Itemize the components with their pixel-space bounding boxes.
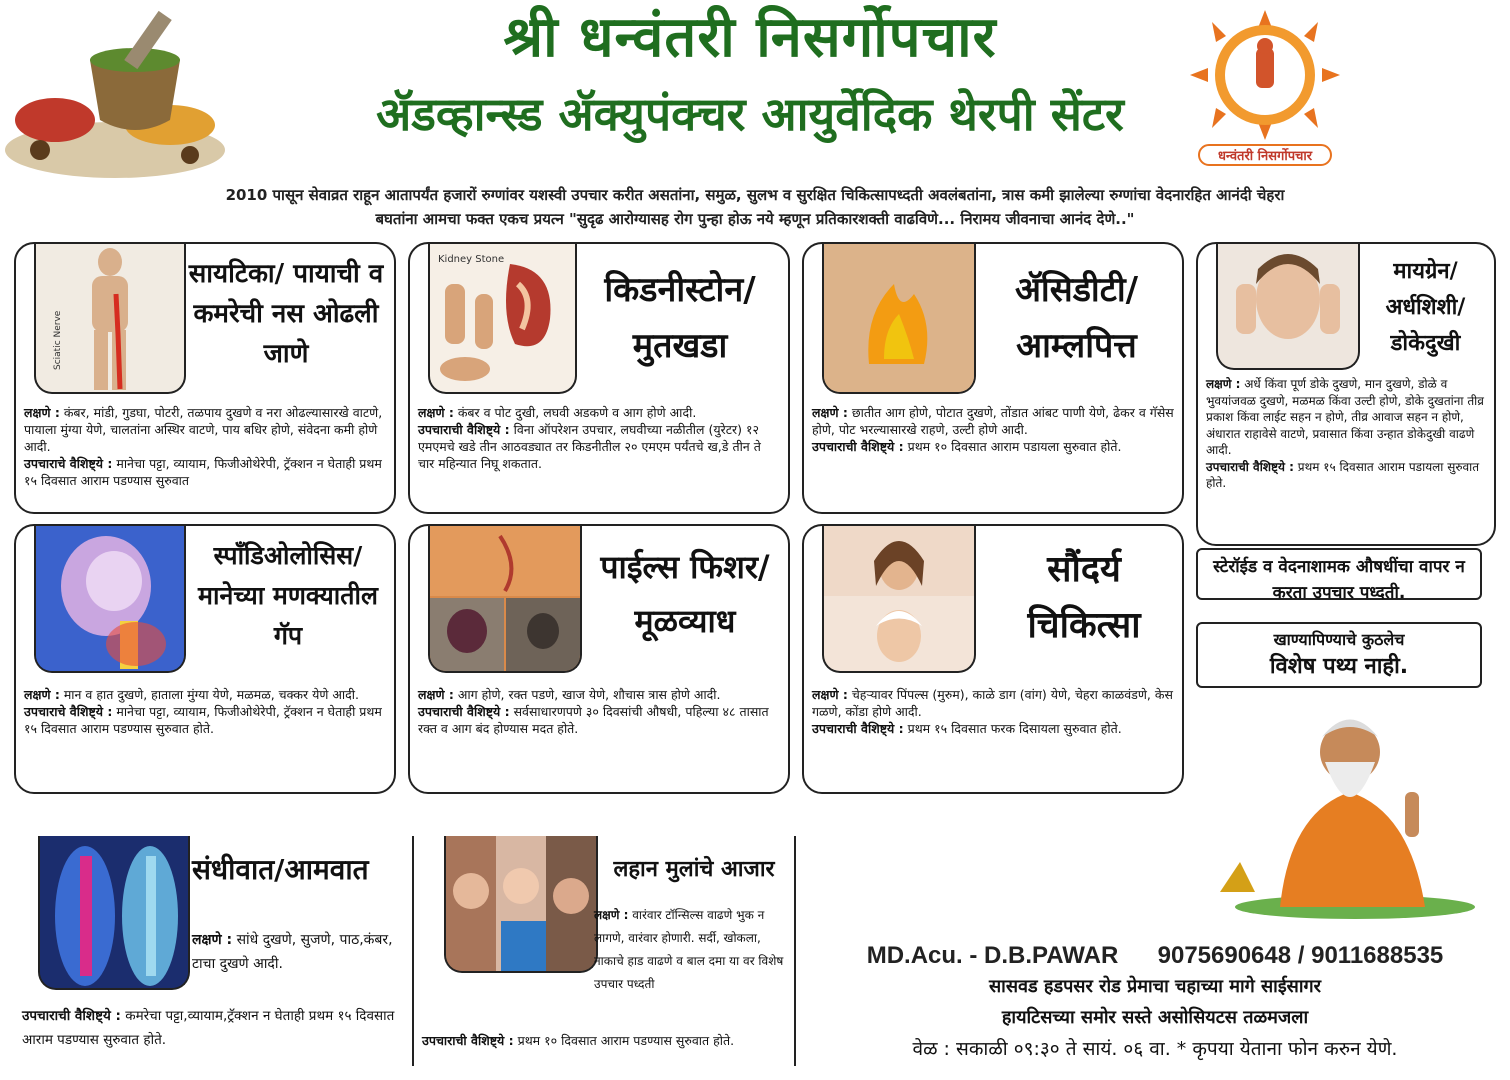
features-label: उपचाराची वैशिष्ट्ये : [422, 1033, 514, 1048]
card-title: लहान मुलांचे आजार [613, 857, 775, 882]
card-title: स्पॉंडिओलोसिस/ मानेच्या मणक्यातील गॅप [198, 541, 378, 650]
card-features [422, 1030, 792, 1052]
card-title: पाईल्स फिशर/मूळव्याध [600, 548, 770, 640]
card-body [24, 686, 386, 737]
card-body [24, 404, 386, 489]
symptoms-text: सांधे दुखणे, सुजणे, पाठ,कंबर, टाचा दुखणे आदी. [192, 932, 393, 972]
card-symptoms [594, 904, 788, 996]
card-spondylosis [14, 524, 396, 794]
center-logo [1190, 10, 1340, 175]
symptoms-label: लक्षणे : [418, 405, 454, 420]
symptoms-label: लक्षणे : [812, 687, 848, 702]
card-piles [408, 524, 790, 794]
address-line-1: सासवड हडपसर रोड प्रेमाचा चहाच्या मागे साईसागर [988, 976, 1322, 997]
features-text: विना ऑपरेशन उपचार, लघवीच्या नळीतील (युरेटर) १२ एमएमचे खडे तीन आठवड्यात तर किडनीतील २० एमएम पर्यंतचे ख,डे तीन ते चार महिन्यात निघू शकतात. [418, 422, 761, 471]
features-text: मानेचा पट्टा, व्यायाम, फिजीओथेरेपी, ट्रॅक्शन न घेताही प्रथम १५ दिवसात आराम पडण्यास सुरुवात होते. [24, 704, 382, 736]
symptoms-label: लक्षणे : [812, 405, 848, 420]
features-label: उपचाराची वैशिष्ट्ये : [1206, 459, 1294, 474]
symptoms-label: लक्षणे : [24, 405, 60, 420]
card-body [418, 686, 780, 737]
children-image [444, 836, 598, 973]
card-body [812, 686, 1174, 737]
card-beauty [802, 524, 1184, 794]
symptoms-label: लक्षणे : [418, 687, 454, 702]
card-title: ॲसिडीटी/ आम्लपित्त [1014, 270, 1139, 366]
section-children [412, 836, 796, 1066]
kidney-image [428, 244, 577, 394]
note-no-steroids: स्टेरॉईड व वेदनाशामक औषधींचा वापर न करता उपचार पध्दती. [1196, 548, 1482, 600]
center-subtitle: ॲडव्हान्स्ड ॲक्युपंक्चर आयुर्वेदिक थेरपी सेंटर [376, 87, 1124, 141]
symptoms-label: लक्षणे : [594, 908, 629, 922]
acidity-image [822, 244, 976, 394]
address-line-2: हायटिसच्या समोर सस्ते असोसियटस तळमजला [1001, 1007, 1309, 1028]
card-title: संधीवात/आमवात [192, 853, 369, 886]
features-text: प्रथम १० दिवसात आराम पडण्यास सुरुवात होते. [517, 1033, 735, 1048]
card-migraine [1196, 242, 1496, 546]
symptoms-text: अर्धे किंवा पूर्ण डोके दुखणे, मान दुखणे, डोळे व भुवयांजवळ दुखणे, मळमळ किंवा उल्टी होणे, डोके दुखतांना तीव्र प्रकाश किंवा लाईट सहन न होणे, तीव्र आवाज सहन न होणे, अंधारात राहावेसे वाटणे, प्रवासात किंवा उन्हात डोकेदुखी वाढणे आदी. [1206, 377, 1484, 457]
symptoms-label: लक्षणे : [192, 932, 233, 948]
card-sciatica [14, 242, 396, 514]
card-title: किडनीस्टोन/ मुतखडा [604, 270, 756, 366]
sage-image [1210, 692, 1480, 922]
card-body [812, 404, 1174, 455]
symptoms-label: लक्षणे : [24, 687, 60, 702]
note-no-diet [1196, 622, 1482, 688]
symptoms-label: लक्षणे : [1206, 377, 1241, 391]
contact-doctor-line [820, 940, 1490, 972]
card-title: सौंदर्य चिकित्सा [1027, 549, 1141, 646]
card-title: सायटिका/ पायाची व कमरेची नस ओढली जाणे [188, 259, 384, 369]
herbs-image [0, 0, 230, 180]
features-label: उपचाराची वैशिष्ट्ये : [812, 439, 904, 454]
symptoms-text: कंबर व पोट दुखी, लघवी अडकणे व आग होणे आदी. [457, 405, 697, 420]
features-label: उपचाराचे वैशिष्ट्ये : [24, 704, 113, 719]
features-text: प्रथम १५ दिवसात फरक दिसायला सुरुवात होते. [907, 721, 1122, 736]
features-text: मानेचा पट्टा, व्यायाम, फिजीओथेरेपी, ट्रॅक्शन न घेताही प्रथम १५ दिवसात आराम पडण्यास सुरुवात [24, 456, 382, 488]
symptoms-text: चेहऱ्यावर पिंपल्स (मुरुम), काळे डाग (वांग) येणे, चेहरा काळवंडणे, केस गळणे, कोंडा होणे आदी. [812, 687, 1173, 719]
sciatica-image [34, 244, 186, 394]
symptoms-text: मान व हात दुखणे, हाताला मुंग्या येणे, मळमळ, चक्कर येणे आदी. [63, 687, 360, 702]
features-label: उपचाराची वैशिष्ट्ये : [812, 721, 904, 736]
card-kidney-stone [408, 242, 790, 514]
features-text: सर्वसाधारणपणे ३० दिवसांची औषधी, पहिल्या ४८ तासात रक्त व आग बंद होण्यास मदत होते. [418, 704, 769, 736]
arthritis-image [38, 836, 190, 990]
piles-image [428, 526, 582, 673]
intro-text [20, 183, 1490, 231]
symptoms-text: वारंवार टॉन्सिल्स वाढणे भुक न लागणे, वारंवार होणारी. सर्दी, खोकला, नाकाचे हाड वाढणे व बाल दमा या वर विशेष उपचार पध्दती [594, 908, 784, 991]
symptoms-text: कंबर, मांडी, गुडघा, पोटरी, तळपाय दुखणे व नरा ओढल्यासारखे वाटणे, पायाला मुंग्या येणे, चालतांना अस्थिर वाटणे, पाय बधिर होणे, संवेदना कमी होणे आदी. [24, 405, 383, 454]
symptoms-text: छातीत आग होणे, पोटात दुखणे, तोंडात आंबट पाणी येणे, ढेकर व गॅसेस होणे, पोट भरल्यासारखे राहणे, उल्टी होणे आदी. [812, 405, 1174, 437]
note-no-diet-line1: खाण्यापिण्याचे कुठलेच [1273, 630, 1405, 649]
card-body [418, 404, 780, 472]
beauty-image [822, 526, 976, 673]
features-text: प्रथम १० दिवसात आराम पडायला सुरुवात होते. [907, 439, 1122, 454]
card-features [22, 1004, 407, 1052]
sciatica-image-label: Sciatic Nerve [53, 310, 63, 370]
symptoms-text: आग होणे, रक्त पडणे, खाज येणे, शौचास त्रास होणे आदी. [457, 687, 721, 702]
intro-line-2: बघतांना आमचा फक्त एकच प्रयत्न "सुदृढ आरोग्यासह रोग पुन्हा होऊ नये म्हणून प्रतिकारशक्ती वाढविणे... निरामय जीवनाचा आनंद देणे.." [375, 210, 1135, 228]
card-body [1206, 376, 1486, 492]
doctor-name: MD.Acu. - D.B.PAWAR [866, 942, 1119, 969]
spondylosis-image [34, 526, 186, 673]
features-label: उपचाराची वैशिष्ट्ये : [22, 1008, 121, 1024]
contact-block [820, 940, 1490, 1064]
features-text: प्रथम १५ दिवसात आराम पडायला सुरुवात होते. [1206, 459, 1480, 490]
section-arthritis [14, 836, 409, 1066]
logo-text: धन्वंतरी निसर्गोपचार [1198, 144, 1332, 166]
phone-numbers: 9075690648 / 9011688535 [1157, 942, 1444, 969]
card-acidity [802, 242, 1184, 514]
note-no-diet-line2: विशेष पथ्य नाही. [1269, 654, 1409, 679]
migraine-image [1216, 244, 1360, 370]
features-label: उपचाराची वैशिष्ट्ये : [418, 422, 510, 437]
kidney-image-label: Kidney Stone [438, 254, 505, 265]
timing: वेळ : सकाळी ०९:३० ते सायं. ०६ वा. * कृपया येताना फोन करुन येणे. [912, 1038, 1398, 1060]
features-label: उपचाराची वैशिष्ट्ये : [418, 704, 510, 719]
features-text: कमरेचा पट्टा,व्यायाम,ट्रॅक्शन न घेताही प्रथम १५ दिवसात आराम पडण्यास सुरुवात होते. [22, 1008, 395, 1048]
card-symptoms [192, 928, 407, 976]
center-title: श्री धन्वंतरी निसर्गोपचार [503, 5, 997, 70]
features-label: उपचाराचे वैशिष्ट्ये : [24, 456, 113, 471]
intro-line-1: 2010 पासून सेवाव्रत राहून आतापर्यंत हजारों रुग्णांवर यशस्वी उपचार करीत असतांना, समुळ, सुलभ व सुरक्षित चिकित्सापध्दती अवलंबतांना, त्रास कमी झालेल्या रुग्णांचा वेदनारहित आनंदी चेहरा [225, 186, 1285, 204]
card-title: मायग्रेन/ अर्धशिशी/ डोकेदुखी [1385, 259, 1466, 356]
